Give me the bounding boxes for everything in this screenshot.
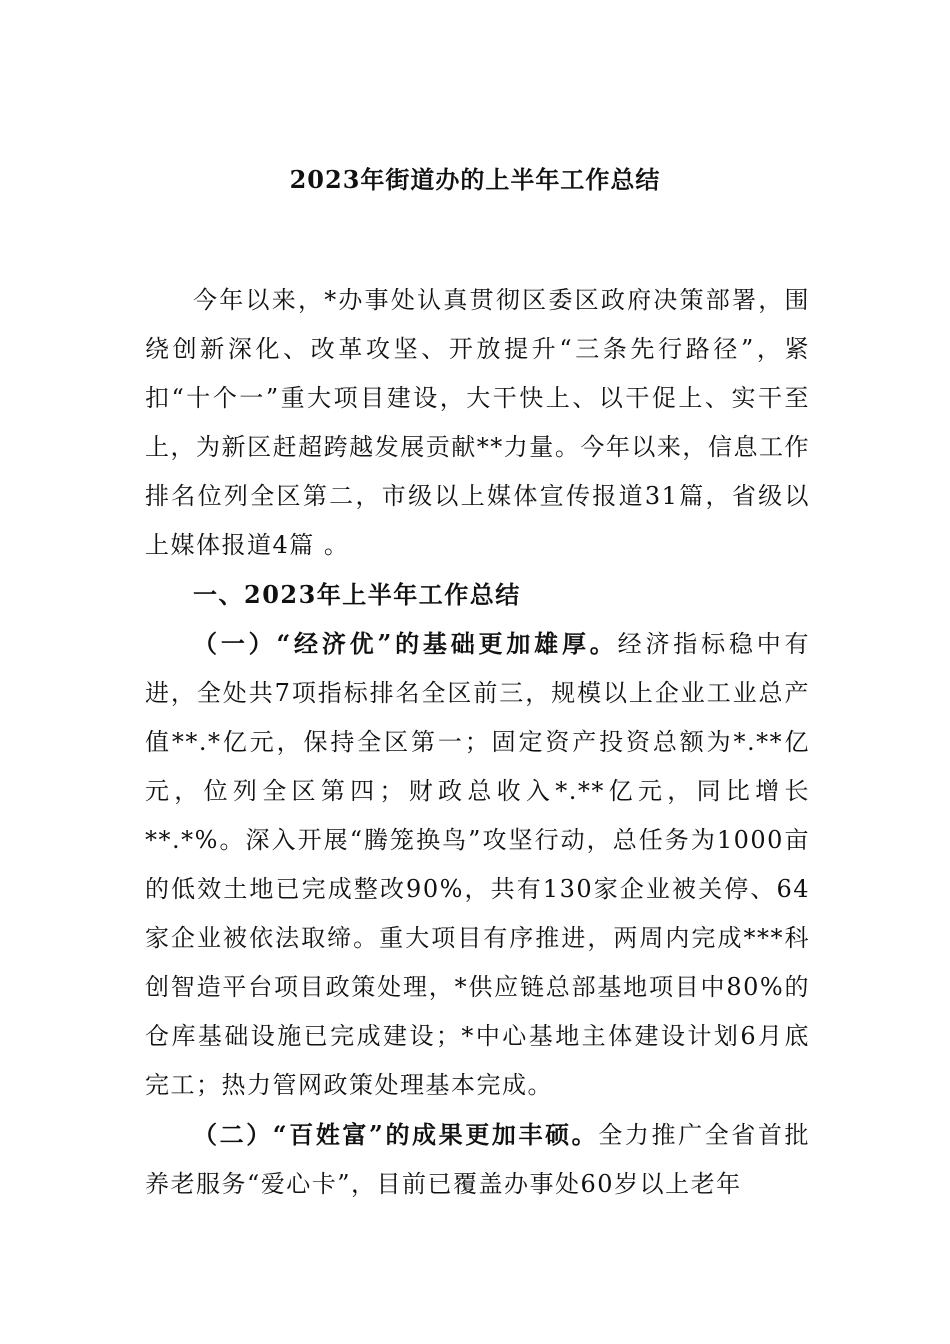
item-1-body: 经济指标稳中有进，全处共7项指标排名全区前三，规模以上企业工业总产值**.*亿元，保持全区第一；固定资产投资总额为*.**亿元，位列全区第四；财政总收入*.**亿元，同比增长**.*%。深入开展“腾笼换鸟”攻坚行动，总任务为1000亩的低效土地已完成整改90%，共有130家企业被关停、64家企业被依法取缔。重大项目有序推进，两周内完成***科创智造平台项目政策处理，*供应链总部基地项目中80%的仓库基础设施已完成建设；*中心基地主体建设计划6月底完工；热力管网政策处理基本完成。: [145, 630, 811, 1099]
item-2-body: 全力推广全省首批养老服务“爱心卡”，目前已覆盖办事处60岁以上老年: [145, 1121, 811, 1198]
item-1-paragraph: [145, 619, 810, 1110]
item-2-lead: （二）“百姓富”的成果更加丰硕。: [193, 1120, 599, 1149]
document-body: [145, 276, 810, 1209]
item-2-paragraph: [145, 1110, 810, 1209]
section-heading: 一、2023年上半年工作总结: [193, 580, 521, 609]
item-1-lead: （一）“经济优”的基础更加雄厚。: [193, 629, 618, 658]
document-title: 2023年街道办的上半年工作总结: [289, 165, 661, 194]
intro-paragraph: 今年以来，*办事处认真贯彻区委区政府决策部署，围绕创新深化、改革攻坚、开放提升“三条先行路径”，紧扣“十个一”重大项目建设，大干快上、以干促上、实干至上，为新区赶超跨越发展贡献**力量。今年以来，信息工作排名位列全区第二，市级以上媒体宣传报道31篇，省级以上媒体报道4篇 。: [145, 286, 810, 559]
